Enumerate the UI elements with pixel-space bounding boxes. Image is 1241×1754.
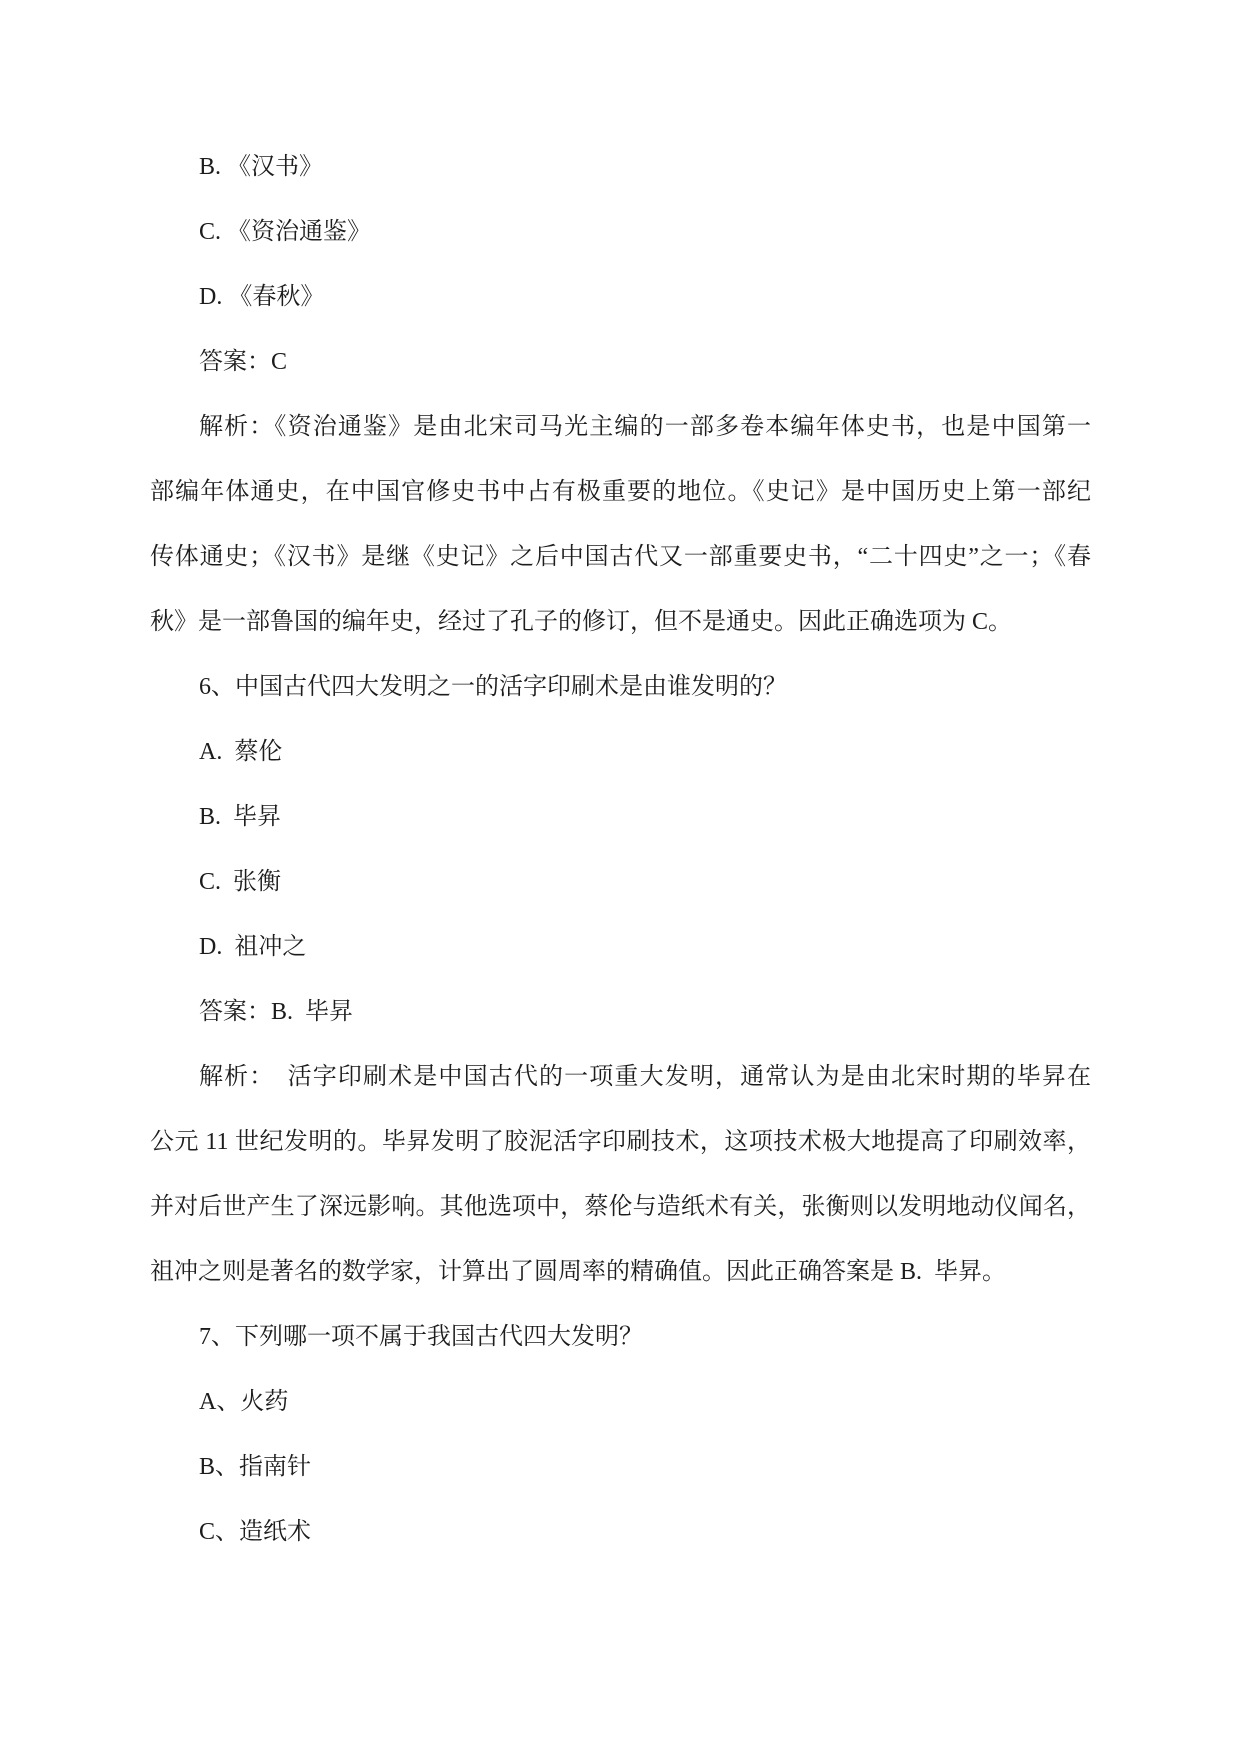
question-line: 6、中国古代四大发明之一的活字印刷术是由谁发明的？ (199, 674, 787, 700)
explanation-line: 祖冲之则是著名的数学家，计算出了圆周率的精确值。因此正确答案是 B. 毕昇。 (150, 1259, 1007, 1285)
explanation-line: 解析：《资治通鉴》是由北宋司马光主编的一部多卷本编年体史书，也是中国第一 (199, 414, 1091, 440)
document-text-area (150, 135, 1091, 1565)
option-line: B. 《汉书》 (199, 154, 324, 180)
explanation-line: 部编年体通史，在中国官修史书中占有极重要的地位。《史记》是中国历史上第一部纪 (150, 479, 1091, 505)
option-line: C、造纸术 (199, 1519, 312, 1545)
option-line: B. 毕昇 (199, 804, 282, 830)
option-line: B、指南针 (199, 1454, 312, 1480)
option-line: A. 蔡伦 (199, 739, 283, 765)
explanation-line: 解析： 活字印刷术是中国古代的一项重大发明，通常认为是由北宋时期的毕昇在 (199, 1064, 1091, 1090)
option-line: D. 祖冲之 (199, 934, 307, 960)
option-line: C. 张衡 (199, 869, 282, 895)
question-line: 7、下列哪一项不属于我国古代四大发明？ (199, 1324, 643, 1350)
explanation-line: 并对后世产生了深远影响。其他选项中，蔡伦与造纸术有关，张衡则以发明地动仪闻名， (150, 1194, 1091, 1220)
answer-line: 答案：C (199, 349, 288, 375)
option-line: D. 《春秋》 (199, 284, 325, 310)
answer-line: 答案：B. 毕昇 (199, 999, 354, 1025)
explanation-line: 公元 11 世纪发明的。毕昇发明了胶泥活字印刷技术，这项技术极大地提高了印刷效率， (150, 1129, 1091, 1155)
explanation-line: 秋》是一部鲁国的编年史，经过了孔子的修订，但不是通史。因此正确选项为 C。 (150, 609, 1013, 635)
option-line: C. 《资治通鉴》 (199, 219, 372, 245)
explanation-line: 传体通史；《汉书》是继《史记》之后中国古代又一部重要史书，“二十四史”之一；《春 (150, 544, 1091, 570)
option-line: A、火药 (199, 1389, 289, 1415)
